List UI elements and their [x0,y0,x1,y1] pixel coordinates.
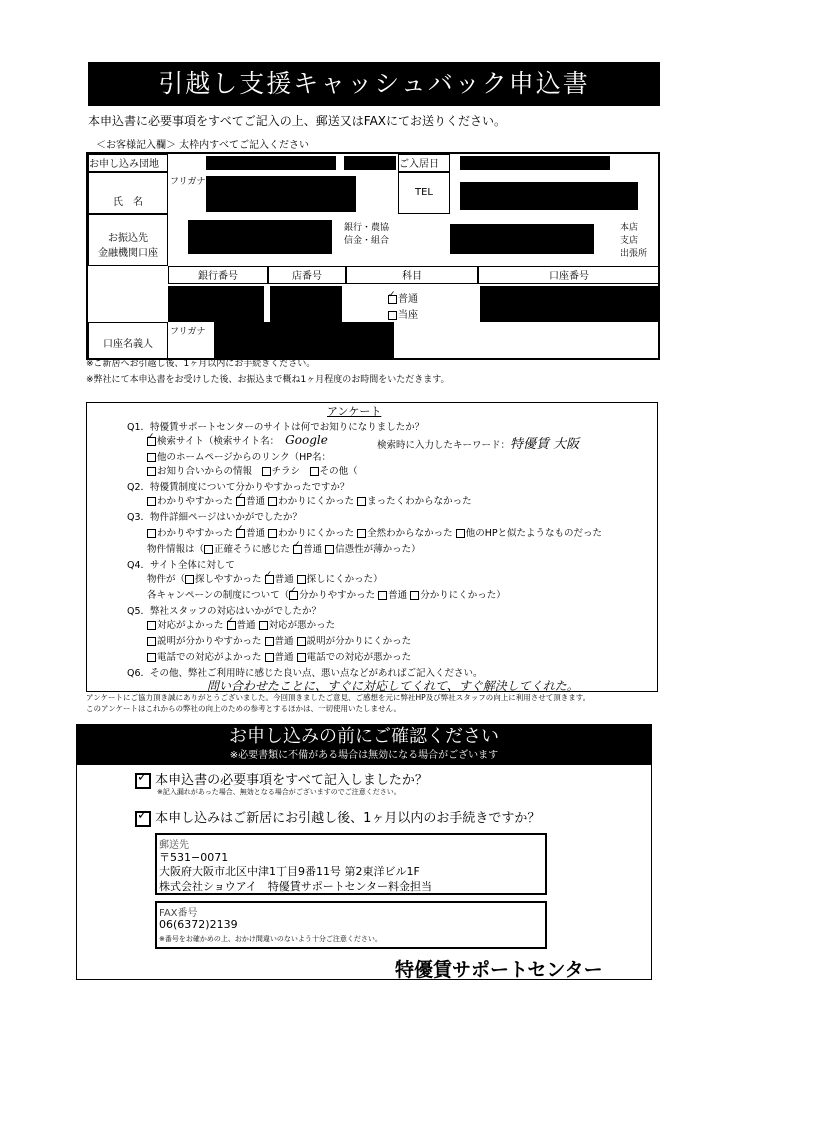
q4a-label: 物件が（ [147,574,186,585]
bank-code-header [168,266,268,284]
bank-label: お振込先 金融機関口座 [98,233,158,259]
tel-label: TEL [415,187,433,198]
type-current [388,306,418,321]
q2: Q2．特優賃制度について分かりやすかったですか？ [127,482,350,493]
postal-code: 〒531−0071 [159,851,229,864]
fax-note: ※番号をお確かめの上、おかけ間違いのないよう十分ご注意ください。 [159,935,382,943]
q2c-label: わかりにくかった [278,496,355,507]
q1-option-other [147,463,358,477]
q1f-checkbox[interactable] [310,467,319,476]
survey-title: アンケート [327,405,382,418]
q1: Q1．特優賃サポートセンターのサイトは何でお知りになりましたか？ [127,422,425,433]
fax-number: 06(6372)2139 [159,918,238,931]
q5d-label: 説明が分かりやすかった [157,636,262,647]
q4b-label: 探しやすかった [195,574,262,585]
q4d-label: 探しにくかった） [306,574,383,585]
type-normal-label: 普通 [398,294,418,305]
applicant-label-cell [88,154,168,172]
q4c-checkbox[interactable] [265,575,274,584]
q2-options [147,493,472,507]
holder-label-cell [88,322,168,360]
type-normal [388,290,418,305]
name-label-cell [88,172,168,214]
q4c-label: 普通 [274,574,294,585]
q1-option-search [147,433,328,447]
survey-footnote-2: このアンケートはこれからの弊社の向上のための参考とするほかは、一切使用いたしません。 [86,704,401,713]
q1a-checkbox[interactable] [147,437,156,446]
customer-form [86,152,660,360]
confirm-item-1-label: 本申込書の必要事項をすべて記入しましたか？ [155,773,428,788]
survey-footnote-1: アンケートにご協力頂き誠にありがとうございました。今回頂きましたご意見、ご感想を元に弊社HP及び弊社スタッフの向上に利用させて頂きます。 [86,693,591,702]
redacted-name [206,176,356,212]
current-checkbox[interactable] [388,311,397,320]
q5f-label: 説明が分かりにくかった [306,636,412,647]
tel-label-cell [398,172,450,214]
q3e-checkbox[interactable] [456,529,465,538]
q5: Q5．弊社スタッフの対応はいかがでしたか？ [127,606,322,617]
type-current-label: 当座 [398,310,418,321]
q3a-checkbox[interactable] [147,529,156,538]
q4d-checkbox[interactable] [297,575,306,584]
q3b-checkbox[interactable] [236,529,245,538]
normal-checkbox[interactable] [388,295,397,304]
redacted-tel [460,182,638,210]
q5e-checkbox[interactable] [265,637,274,646]
q1b-label: 検索時に入力したキーワード： [377,440,511,451]
branch-kinds: 本店 支店 出張所 [620,223,648,259]
q1-keyword [377,433,579,452]
q4-campaign [147,587,506,601]
redacted-move-in [460,156,610,170]
q3a-label: わかりやすかった [157,528,234,539]
q3g-label: 正確そうに感じた [214,544,291,555]
bank-kinds: 銀行・農協 信金・組合 [344,223,390,246]
redacted-branch-code [270,286,342,322]
q5e-label: 普通 [274,636,294,647]
confirm-item-1 [135,769,428,789]
q3e-label: 他のHPと似たようなものだった [465,528,603,539]
q3c-checkbox[interactable] [268,529,277,538]
account-number-header [478,266,660,284]
account-number-label: 口座番号 [549,271,589,282]
q5c-checkbox[interactable] [259,621,268,630]
confirm-item-1-note: ※記入漏れがあった場合、無効となる場合がございますのでご注意ください。 [157,788,401,796]
q2d-checkbox[interactable] [357,497,366,506]
q3f-label: 物件情報は（ [147,544,205,555]
move-in-label: ご入居日 [399,159,439,170]
q4f-label: 分かりやすかった [299,590,376,601]
confirm-box [76,724,652,980]
redacted-branch [450,224,594,254]
q1f-label: その他（ [319,466,358,477]
q5d-checkbox[interactable] [147,637,156,646]
q5h-checkbox[interactable] [265,653,274,662]
q1-option-link [147,449,331,463]
confirm-header [77,725,651,765]
fax-box [155,901,547,949]
q5i-checkbox[interactable] [297,653,306,662]
q5-row3 [147,649,411,663]
customer-note: ＜お客様記入欄＞ 太枠内すべてご記入ください [96,140,309,151]
q4: Q4．サイト全体に対して [127,560,235,571]
confirm-item-2 [135,807,540,827]
q5-row2 [147,633,411,647]
q3b-label: 普通 [246,528,266,539]
confirm-subtitle: ※必要書類に不備がある場合は無効になる場合がございます [229,750,499,761]
branch-code-header [268,266,346,284]
holder-label: 口座名義人 [103,339,153,350]
q5c-label: 対応が悪かった [268,620,336,631]
applicant-label: お申し込み団地 [89,159,159,170]
bank-code-label: 銀行番号 [198,271,238,282]
redacted-account-number [480,286,658,322]
q5b-label: 普通 [236,620,256,631]
redacted-applicant [206,156,336,170]
mailing-address-box [155,833,547,895]
q1a-handwriting: Google [285,433,328,447]
q3-options [147,525,602,539]
form-note-1: ※ご新居へお引越し後、1ヶ月以内にお手続きください。 [86,359,316,369]
q3: Q3．物件詳細ページはいかがでしたか？ [127,512,302,523]
q1e-checkbox[interactable] [262,467,271,476]
form-note-2: ※弊社にて本申込書をお受けした後、お振込まで概ね1ヶ月程度のお時間をいただきます。 [86,375,450,385]
q1d-checkbox[interactable] [147,467,156,476]
redacted-bank [188,220,332,254]
q6-handwriting: 問い合わせたことに、すぐに対応してくれて、すぐ解決してくれた。 [207,679,579,693]
q3i-label: 信憑性が薄かった） [335,544,421,555]
q1c-checkbox[interactable] [147,453,156,462]
q1a-label: 検索サイト（検索サイト名： [157,436,280,447]
q4e-label: 各キャンペーンの制度について（ [147,590,290,601]
q2b-checkbox[interactable] [236,497,245,506]
q6: Q6．その他、弊社ご利用時に感じた良い点、悪い点などがあればご記入ください。 [127,668,483,679]
confirm-title: お申し込みの前にご確認ください [229,726,499,747]
q4h-label: 分かりにくかった） [420,590,506,601]
q3c-label: わかりにくかった [278,528,355,539]
q5i-label: 電話での対応が悪かった [306,652,412,663]
q3g-checkbox[interactable] [204,545,213,554]
q1e-label: チラシ [271,466,301,477]
redacted-holder [214,322,394,358]
q2d-label: まったくわからなかった [367,496,472,507]
holder-furigana: フリガナ [170,327,206,337]
name-furigana: フリガナ [170,177,206,187]
q4f-checkbox[interactable] [289,591,298,600]
survey-box [86,402,658,692]
intro-text: 本申込書に必要事項をすべてご記入の上、郵送又はFAXにてお送りください。 [88,114,506,128]
q5h-label: 普通 [274,652,294,663]
q4b-checkbox[interactable] [185,575,194,584]
q3d-checkbox[interactable] [357,529,366,538]
q5g-label: 電話での対応がよかった [157,652,262,663]
q2a-label: わかりやすかった [157,496,234,507]
q1c-label: 他のホームページからのリンク（HP名： [157,452,331,463]
q1d-label: お知り合いからの情報 [157,466,253,477]
q5g-checkbox[interactable] [147,653,156,662]
q4g-checkbox[interactable] [378,591,387,600]
company: 株式会社ショウアイ 特優賃サポートセンター料金担当 [159,880,433,893]
q2c-checkbox[interactable] [268,497,277,506]
q2b-label: 普通 [246,496,266,507]
subject-header [346,266,478,284]
q3i-checkbox[interactable] [325,545,334,554]
redacted-applicant-2 [344,156,396,170]
bank-label-cell [88,214,168,266]
q3h-checkbox[interactable] [293,545,302,554]
send-label: 郵送先 [159,840,189,851]
subject-label: 科目 [402,271,422,282]
q5a-label: 対応がよかった [157,620,224,631]
q4-options [147,571,383,585]
q3h-label: 普通 [303,544,323,555]
confirm-item-2-label: 本申し込みはご新居にお引越し後、1ヶ月以内のお手続きですか？ [155,811,541,826]
confirm-check-1[interactable] [135,773,151,789]
redacted-bank-code [168,286,264,322]
confirm-check-2[interactable] [135,811,151,827]
fax-label: FAX番号 [159,908,198,919]
q1b-handwriting: 特優賃 大阪 [510,437,580,452]
name-label: 氏 名 [113,197,143,208]
q4h-checkbox[interactable] [410,591,419,600]
form-title: 引越し支援キャッシュバック申込書 [88,62,660,106]
branch-code-label: 店番号 [292,271,322,282]
center-name: 特優賃サポートセンター [395,959,603,981]
q2a-checkbox[interactable] [147,497,156,506]
address: 大阪府大阪市北区中津1丁目9番11号 第2東洋ビル1F [159,865,420,878]
q4g-label: 普通 [388,590,408,601]
q3d-label: 全然わからなかった [367,528,453,539]
q5b-checkbox[interactable] [227,621,236,630]
q3-info [147,541,421,555]
move-in-label-cell [398,154,450,172]
q5-row1 [147,617,335,631]
q5f-checkbox[interactable] [297,637,306,646]
q5a-checkbox[interactable] [147,621,156,630]
